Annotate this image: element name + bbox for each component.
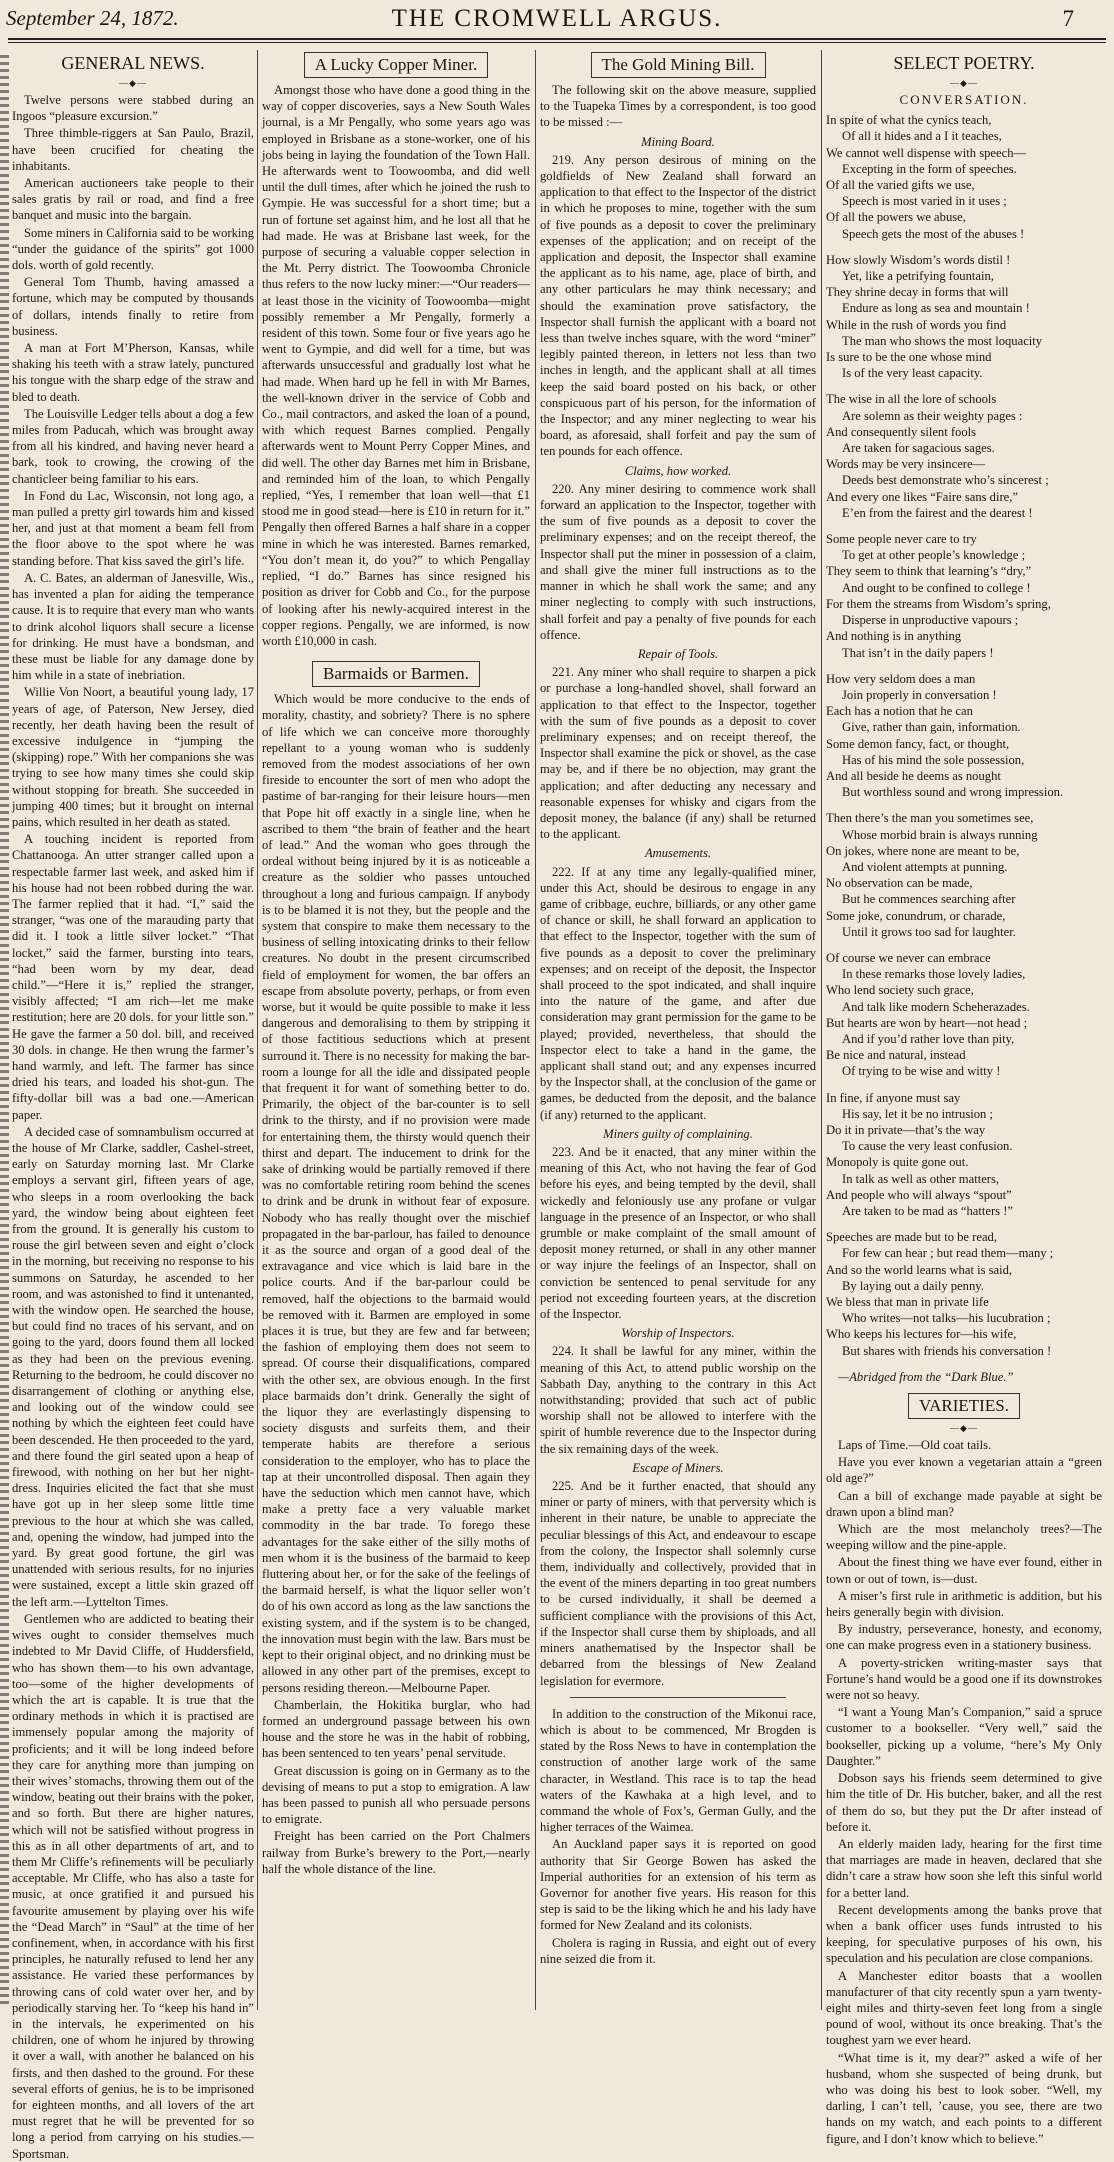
poem-line: And people who will always “spout” <box>826 1187 1012 1202</box>
poem-line: Each has a notion that he can <box>826 704 973 719</box>
variety-item: “I want a Young Man’s Companion,” said a spruce customer to a bookseller. “Very well,” said the bookseller, picking up a volume, “here’s My Only Daughter.” <box>826 1705 1102 1768</box>
poem-stanza <box>826 252 1102 382</box>
poem-line: Monopoly is quite gone out. <box>826 1155 969 1170</box>
ornament-divider: —◆— <box>950 1423 978 1434</box>
poem-line: How slowly Wisdom’s words distil ! <box>826 252 1011 267</box>
poem-stanza <box>826 810 1102 940</box>
column-copper-barmaids <box>262 50 530 2010</box>
news-paragraph: A touching incident is reported from Chattanooga. An utter stranger called upon a respectable farmer last week, and asked him if his house had not been robbed during the war. The farmer replied that it had. “I,” said the stranger, “was one of the marauding party that did it. I took a little silver locket.” “That locket,” said the farmer, bursting into tears, “had been worn by my dear, dead child.”—“Here it is,” replied the stranger, visibly affected; “I am rich—let me make restitution; here are 20 dols. for your little son.” He gave the farmer a 50 dol. bill, and received 30 dols. in change. He then wrung the farmer’s hand warmly, and left. The farmer has since dried his tears, and loaded his shot-gun. The fifty-dollar bill was a bad one.—American paper. <box>12 832 254 1122</box>
news-paragraph: Willie Von Noort, a beautiful young lady, 17 years of age, of Paterson, New Jersey, died recently, her death having been the result of excessive indulgence in “jumping the (skipping) rope.” With her companions she was trying to see how many times she could skip without stopping for breath. She succeeded in jumping 400 times; but it brought on internal pains, which resulted in her death as stated. <box>12 685 254 829</box>
poem-line: And so the world learns what is said, <box>826 1262 1013 1277</box>
poem-line: Some joke, conundrum, or charade, <box>826 908 1006 923</box>
page-number: 7 <box>1062 6 1074 31</box>
poem-line: Endure as long as sea and mountain ! <box>842 301 1030 316</box>
column-poetry-varieties <box>826 50 1102 2146</box>
clause-paragraph: 225. And be it further enacted, that should any miner or party of miners, with that perversity which is inherent in their nature, be unable to appreciate the peculiar blessings of this Act, and endeavour to escape from the colony, the Inspector shall solemnly curse them, individually and collectively, provided that in the event of the miners departing in too great numbers to be cursed individually, it shall be deemed a sufficient compliance with the provisions of this Act, if the Inspector shall curse them by shiploads, and all miners anathematised by the Inspector shall be debarred from the blessings of New Zealand legislation for evermore. <box>540 1479 816 1688</box>
section-subtitle: Repair of Tools. <box>637 646 719 661</box>
poem-line: Of all the varied gifts we use, <box>826 178 975 193</box>
poem-line: Disperse in unproductive vapours ; <box>842 613 1019 628</box>
poem-line: How very seldom does a man <box>826 671 976 686</box>
poem-line: Yet, like a petrifying fountain, <box>842 269 994 284</box>
poem-line: For few can hear ; but read them—many ; <box>842 1246 1054 1261</box>
poem-line: Are solemn as their weighty pages : <box>842 408 1023 423</box>
poem-line: And every one likes “Faire sans dire,” <box>826 489 1018 504</box>
poem-line: Is sure to be the one whose mind <box>826 350 992 365</box>
poem-line: Of all the powers we abuse, <box>826 210 966 225</box>
section-subtitle: Mining Board. <box>641 134 715 149</box>
poem-line: Excepting in the form of speeches. <box>842 161 1017 176</box>
poem-line: In these remarks those lovely ladies, <box>842 967 1026 982</box>
poem-line: And all beside he deems as nought <box>826 768 1001 783</box>
poem-line: But hearts are won by heart—not head ; <box>826 1015 1028 1030</box>
poem-line: Of all it hides and a I it teaches, <box>842 129 1002 144</box>
clause-paragraph: 219. Any person desirous of mining on the goldfields of New Zealand shall forward an application to that effect to the Inspector of the district in which he proposes to mine, together with the sum of five pounds as a deposit to cover the preliminary expenses of the application; and on receipt of the application and deposit, the Inspector shall examine the applicant as to his name, age, place of birth, and any other particulars he may think necessary; and should the examination prove satisfactory, the Inspector shall furnish the applicant with a board not less than twelve inches square, with the word “miner” legibly painted thereon, in letters not less than two inches in length, and the applicant shall at all times keep the said board posted on his back, or other conspicuous part of his person, for the information of the Inspector; and any miner neglecting to wear his board, as aforesaid, shall forfeit and pay the sum of ten pounds for each offence. <box>540 152 816 459</box>
poem-line: Some demon fancy, fact, or thought, <box>826 736 1010 751</box>
clause-paragraph: 222. If at any time any legally-qualified miner, under this Act, should be desirous to engage in any game of cribbage, euchre, billiards, or any other game of chance or skill, he shall forward an application to that effect to the Inspector, together with the sum of five pounds as a deposit to cover the preliminary expenses; and on receipt of the deposit, the Inspector shall proceed to the spot indicated, and shall inquire into the nature of the game, and after due consideration may grant permission for the game to be played; provided, nevertheless, that should the Inspector elect to take a hand in the game, the applicant shall stand out; and any expenses incurred by the Inspector shall, at the conclusion of the game or games, be deducted from the deposit, and the balance (if any) returned to the applicant. <box>540 864 816 1122</box>
section-heading: GENERAL NEWS. <box>61 53 205 73</box>
poem-line: The man who shows the most loquacity <box>842 333 1043 348</box>
poem-line: In spite of what the cynics teach, <box>826 113 992 128</box>
clause-paragraph: 221. Any miner who shall require to sharpen a pick or purchase a long-handled shovel, shall forward an application to that effect to the Inspector, together with the sum of five pounds as a deposit to cover preliminary expenses; and on receipt thereof, the Inspector shall examine the pick or shovel, as the case may be, and if there be no objection, may grant the application; and after deducting any necessary and reasonable expenses for whisky and cigars from the deposit money, the balance (if any) shall be returned to the applicant. <box>540 665 816 842</box>
article-heading: A Lucky Copper Miner. <box>304 52 488 78</box>
news-paragraph: General Tom Thumb, having amassed a fortune, which may be computed by thousands of dollars, intends finally to retire from business. <box>12 275 254 338</box>
poem-line: For them the streams from Wisdom’s spring, <box>826 596 1051 611</box>
poem-line: Speech gets the most of the abuses ! <box>842 226 1025 241</box>
poem-line: Speeches are made but to be read, <box>826 1230 997 1245</box>
article-paragraph: Great discussion is going on in Germany as to the devising of means to put a stop to emigration. A law has been passed to punish all who persuade persons to emigrate. <box>262 1763 530 1827</box>
variety-item: Dobson says his friends seem determined to give him the title of Dr. His butcher, baker, and all the rest of them do so, but they put the Dr after instead of before it. <box>826 1771 1102 1834</box>
news-items <box>12 92 254 2162</box>
column-divider <box>257 50 258 2010</box>
poem-line: On jokes, where none are meant to be, <box>826 843 1020 858</box>
left-margin-binding <box>0 55 9 2005</box>
column-divider <box>535 50 536 2010</box>
variety-item: Which are the most melancholy trees?—The weeping willow and the pine-apple. <box>826 1522 1102 1553</box>
poem-line: And consequently silent fools <box>826 424 977 439</box>
poem-line: No observation can be made, <box>826 876 973 891</box>
poem-line: And if you’d rather love than pity, <box>842 1031 1015 1046</box>
poem-stanza <box>826 1229 1102 1359</box>
poem-line: Who keeps his lectures for—his wife, <box>826 1327 1017 1342</box>
poem-line: To get at other people’s knowledge ; <box>842 548 1026 563</box>
poem-line: Is of the very least capacity. <box>842 366 983 381</box>
news-paragraph: In Fond du Lac, Wisconsin, not long ago, a man pulled a pretty girl towards him and kissed her, and just at that moment a beam fell from the floor above to the spot where he was standing before. That kiss saved the girl’s life. <box>12 488 254 568</box>
poem-line: By laying out a daily penny. <box>842 1278 984 1293</box>
poem-line: Then there’s the man you sometimes see, <box>826 811 1034 826</box>
poem-stanza <box>826 1090 1102 1220</box>
masthead <box>0 0 1114 36</box>
variety-item: Recent developments among the banks prove that when a bank officer uses funds intrusted to his keeping, for speculative purposes of his own, his speculation and his peculation are close companions. <box>826 1902 1102 1966</box>
poem-line: Speech is most varied in it uses ; <box>842 194 1007 209</box>
poem-line: And talk like modern Scheherazades. <box>842 999 1030 1014</box>
poem-line: While in the rush of words you find <box>826 317 1007 332</box>
news-paragraph: Some miners in California said to be working “under the guidance of the spirits” got 1000 dols. worth of gold recently. <box>12 225 254 273</box>
column-divider <box>821 50 822 2010</box>
separator-rule <box>570 1697 786 1698</box>
poem-line: In fine, if anyone must say <box>826 1090 961 1105</box>
news-paragraph: Three thimble-riggers at San Paulo, Brazil, have been crucified for cheating the inhabitants. <box>12 126 254 173</box>
poem-line: Who writes—not talks—his lucubration ; <box>842 1311 1051 1326</box>
variety-item: Can a bill of exchange made payable at sight be drawn upon a blind man? <box>826 1488 1102 1519</box>
poem-credit: —Abridged from the “Dark Blue.” <box>838 1369 1014 1384</box>
news-paragraph: In addition to the construction of the Mikonui race, which is about to be commenced, Mr Brogden is stated by the Ross News to have in contemplation the construction of another large work of the same character, in Westland. This race is to tap the head waters of the Kawhaka at a high level, and to command the whole of Fox’s, German Gully, and the higher terraces of the Waimea. <box>540 1706 816 1835</box>
news-paragraph: A decided case of somnambulism occurred at the house of Mr Clarke, saddler, Cashel-street, early on Saturday morning last. Mr Clarke employs a servant girl, fifteen years of age, who sleeps in a room overlooking the back yard, the window being about eighteen feet from the ground. It is generally his custom to rouse the girl between seven and eight o’clock in the morning, but receiving no response to his summons on Saturday, he ascended to her room, and was astonished to find it untenanted, with the window open. He searched the house, but could find no traces of his servant, and on going to the yard, doors found them all locked as they had been on the previous evening. Returning to the bedroom, he could discover no disarrangement of clothing or anything else, and looking out of the window could see nothing by which the eighteen feet could have been descended. He then proceeded to the yard, and there found the girl seated upon a heap of firewood, with nothing on her but her night-dress. Inquiries elicited the fact that she must have got up in her sleep some little time previous to the hour at which she was called, and, opening the window, had jumped into the yard. By great good fortune, the girl was unattended with serious results, for no injuries were sustained, except a little skin grazed off the left arm.—Lyttelton Times. <box>12 1124 254 1609</box>
poem-line: But shares with friends his conversation ! <box>842 1343 1052 1358</box>
poem-line: Who lend society such grace, <box>826 983 974 998</box>
poem-line: Do it in private—that’s the way <box>826 1122 986 1137</box>
section-subtitle: Worship of Inspectors. <box>621 1326 735 1341</box>
article-heading: The Gold Mining Bill. <box>591 52 766 78</box>
variety-item: By industry, perseverance, honesty, and economy, one can make progress even in a stationery business. <box>826 1622 1102 1653</box>
poem-line: Whose morbid brain is always running <box>842 827 1038 842</box>
ornament-divider: —◆— <box>119 78 147 88</box>
poem-line: They seem to think that learning’s “dry,” <box>826 564 1032 579</box>
article-body <box>262 691 530 1877</box>
variety-item: Have you ever known a vegetarian attain a “green old age?” <box>826 1455 1102 1486</box>
news-paragraph: A. C. Bates, an alderman of Janesville, Wis., has invented a plan for aiding the temperance cause. It is to require that every man who wants to drink alcohol liquors shall secure a license for drinking. He must have a bondsman, and these must be liable for any damage done by him while in a state of inebriation. <box>12 570 254 683</box>
variety-item: A poverty-stricken writing-master says that Fortune’s hand would be a good one if its downstrokes were not so heavy. <box>826 1655 1102 1703</box>
poem-line: And violent attempts at punning. <box>842 859 1008 874</box>
poem-line: Are taken for sagacious sages. <box>842 441 995 456</box>
section-subtitle: Claims, how worked. <box>624 463 732 478</box>
column-general-news <box>12 50 254 2161</box>
section-subtitle: Miners guilty of complaining. <box>603 1126 753 1141</box>
news-paragraph: Twelve persons were stabbed during an Ingoos “pleasure excursion.” <box>12 93 254 124</box>
article-intro: The following skit on the above measure, supplied to the Tuapeka Times by a correspondent, is too good to be missed :— <box>540 83 816 130</box>
masthead-rule <box>8 38 1106 40</box>
poem-line: Words may be very insincere— <box>826 457 986 472</box>
masthead-rule-thin <box>8 42 1106 43</box>
poem-line: The wise in all the lore of schools <box>826 392 997 407</box>
poem-line: And ought to be confined to college ! <box>842 580 1031 595</box>
poem-line: But worthless sound and wrong impression. <box>842 785 1064 800</box>
news-paragraph: An Auckland paper says it is reported on good authority that Sir George Bowen has asked the Imperial authorities for an extension of his term as Governor for another five years. His reason for this step is said to be the liking which he and his lady have formed for New Zealand and its colonists. <box>540 1837 816 1933</box>
poem-body <box>826 112 1102 1359</box>
article-paragraph: Freight has been carried on the Port Chalmers railway from Burke’s brewery to the Port,—nearly half the whole distance of the line. <box>262 1829 530 1876</box>
poem-line: Of trying to be wise and witty ! <box>842 1064 1001 1079</box>
variety-item: A Manchester editor boasts that a woollen manufacturer of that city recently spun a yarn twenty-eight miles and thirty-seven feet long from a single pound of wool, without its once breaking. That’s the toughest yarn we ever heard. <box>826 1968 1102 2048</box>
column-gold-mining-bill <box>540 50 816 2010</box>
poem-line: Be nice and natural, instead <box>826 1048 966 1063</box>
clause-paragraph: 220. Any miner desiring to commence work shall forward an application to the Inspector, together with the sum of five pounds as a deposit to cover the preliminary expenses; and on the receipt thereof, the Inspector shall put the miner in possession of a claim, and shall give the miner full instructions as to the manner in which he shall work the same; and any miner neglecting to comply with such instructions, shall forfeit and pay a penalty of five pounds for each offence. <box>540 481 816 642</box>
poem-line: They shrine decay in forms that will <box>826 285 1009 300</box>
section-subtitle: Escape of Miners. <box>632 1460 724 1475</box>
poem-line: That isn’t in the daily papers ! <box>842 645 994 660</box>
poem-stanza <box>826 950 1102 1080</box>
ornament-divider: —◆— <box>950 78 978 88</box>
news-paragraph: American auctioneers take people to their sales gratis by rail or road, and find a free banquet and music into the bargain. <box>12 176 254 223</box>
clause-paragraph: 224. It shall be lawful for any miner, within the meaning of this Act, to attend public worship on the Sabbath Day, anything to the contrary in this Act notwithstanding; provided that such act of public worship shall not be allowed to interfere with the spirit of humble reverence due to the Inspector during the six remaining days of the week. <box>540 1344 816 1456</box>
poem-line: And nothing is in anything <box>826 629 962 644</box>
poem-line: Until it grows too sad for laughter. <box>842 924 1016 939</box>
poem-line: In talk as well as other matters, <box>842 1171 1000 1186</box>
variety-item: Laps of Time.—Old coat tails. <box>838 1438 992 1453</box>
poem-line: Give, rather than gain, information. <box>842 720 1021 735</box>
issue-date: September 24, 1872. <box>6 6 179 30</box>
poem-line: Some people never care to try <box>826 532 977 547</box>
article-heading: Barmaids or Barmen. <box>312 661 480 687</box>
section-subtitle: Amusements. <box>644 846 712 861</box>
poem-line: Has of his mind the sole possession, <box>842 752 1025 767</box>
article-paragraph: Chamberlain, the Hokitika burglar, who had formed an underground passage between his own house and the store he was in the habit of robbing, has been sentenced to ten years’ penal servitude. <box>262 1697 530 1761</box>
poem-stanza <box>826 531 1102 661</box>
news-paragraph: A man at Fort M’Pherson, Kansas, while shaking his teeth with a straw lately, punctured his tongue with the sharp edge of the straw and bled to death. <box>12 341 254 404</box>
news-paragraph: The Louisville Ledger tells about a dog a few miles from Paducah, which was brought away from all his kindred, and having never heard a bark, took to crowing, the crowing of the chanticleer being familiar to his ears. <box>12 406 254 486</box>
news-paragraph: Cholera is raging in Russia, and eight out of every nine seized die from it. <box>540 1935 816 1966</box>
variety-item: An elderly maiden lady, hearing for the first time that marriages are made in heaven, declared that she didn’t care a straw how soon she left this sinful world for a better land. <box>826 1836 1102 1900</box>
poem-line: Deeds best demonstrate who’s sincerest ; <box>842 473 1049 488</box>
variety-item: A miser’s first rule in arithmetic is addition, but his heirs generally begin with division. <box>826 1588 1102 1620</box>
section-heading: VARIETIES. <box>908 1393 1020 1419</box>
article-paragraph: Which would be more conducive to the ends of morality, chastity, and sobriety? There is no sphere of life which we can conceive more thoroughly repellant to a young woman who is suddenly removed from the modest associations of her own fireside to encounter the sort of men who adopt the pastime of bar-ranging for their leisure hours—men that Pope hit off exactly in a single line, when he ascribed to them “the brain of feather and the heart of lead.” And the woman who goes through the ordeal without being injured by it is as noticeable a creature as the soldier who passes untouched throughout a long and furious campaign. If anybody is to be blamed it is not they, but the people and the system that conspire to make them necessary to the business of selling intoxicating drinks to their fellow creatures. No doubt in the present circumscribed field of employment for women, the bar offers an escape from absolute poverty, perhaps, or from even worse, but it would be quite possible to make it less dangerous and demoralising to them by stripping it of those factitious seductions which at present surround it. There is no necessity for making the bar-room a lounge for all the idle and dissipated people that frequent it for want of something better to do. Primarily, the object of the bar-counter is to sell drink to the thirsty, and if no provision were made for entertaining them, the thirsty would quench their thirst and depart. The inducement to drink for the sake of drinking would be partially removed if there was no comfortable retiring room behind the scenes to drink and be drunk in without fear of exposure. Nobody who has really thought over the mischief propagated in the bar-parlour, has failed to denounce it as the source and organ of a good deal of the extravagance and vice which is laid bare in the police courts. And if the bar-parlour could be removed, half the objections to the barmaid would be removed with it. Barmen are employed in some places it is true, but they are few and far between; the fashion of employing them does not seem to spread. Of course their disqualifications, compared with the other sex, are obvious enough. In the first place barmaids don’t drink. Generally the sight of the liquor they are everlastingly dispensing to society disgusts and surfeits them, and their temperate habits are therefore a serious consideration to the employer, who has to place the tap at their uncontrolled disposal. Then again they have the seduction which men cannot have, which make a pretty face a very valuable market commodity in the bar trade. To forego these advantages for the sake either of the silly moths of men whom it is the business of the barmaid to keep fluttering about her, or for the sake of the feelings of the barmaid herself, is what the liquor seller won’t do of his own accord as long as the law sanctions the existing system, and if the system is to be changed, the innovation must begin with the law. Bars must be kept to their original object, and no drinking must be allowed in any other part of the premises, except to persons residing thereon.—Melbourne Paper. <box>262 692 530 1695</box>
variety-item: About the finest thing we have ever found, either in town or out of town, is—dust. <box>826 1555 1102 1586</box>
poem-title: CONVERSATION. <box>899 92 1029 107</box>
poem-line: E’en from the fairest and the dearest ! <box>842 505 1033 520</box>
article-paragraph: Amongst those who have done a good thing in the way of copper discoveries, says a New South Wales journal, is a Mr Pengally, who some years ago was employed in Brisbane as a stone-worker, one of his jobs being in laying the foundation of the Town Hall. He afterwards went to Toowoomba, and did well until the dull times, after which he joined the rush to Gympie. He was successful for a short time; but a run of fortune set against him, and he lost all that he had made. He was at Brisbane last week, for the purpose of securing a valuable copper selection in the Mt. Perry district. The Toowoomba Chronicle thus refers to the now lucky miner:—“Our readers—at least those in the vicinity of Toowoomba—might possibly remember a Mr Pengally, formerly a resident of this town. Some four or five years ago he went to Gympie, and did well for a time, but was afterwards unsuccessful and gradually lost what he had made. When hard up he fell in with Mr Barnes, the well-known driver in the service of Cobb and Co., mail contractors, and asked the loan of a pound, with which request Barnes complied. Pengally afterwards went to Mount Perry Copper Mines, and did well. The other day Barnes met him in Brisbane, and reminded him of the loan, to which Pengally replied, “Yes, I remember that loan well—that £1 stood me in good stead—here is £10 in return for it.” Pengally then offered Barnes a half share in a copper mine in which he was interested. Barnes remarked, “You don’t mean it, do you?” to which Pengallay replied, “I do.” Barnes has since resigned his position as driver for Cobb and Co., for the purpose of looking after his newly-acquired interest in the copper regions. Pengally, we are informed, is now worth £10,000 in cash. <box>262 83 530 648</box>
clause-paragraph: 223. And be it enacted, that any miner within the meaning of this Act, who not having the fear of God before his eyes, and being tempted by the devil, shall wickedly and feloniously use any profane or vulgar language in the presence of an Inspector, or who shall grumble or make complaint of the small amount of deposit money returned, or shall in any other manner or way injure the feelings of an Inspector, shall on conviction be sentenced to penal servitude for any period not exceeding fourteen years, at the discretion of the Inspector. <box>540 1145 816 1322</box>
poem-line: We cannot well dispense with speech— <box>826 145 1027 160</box>
section-heading: SELECT POETRY. <box>893 53 1035 73</box>
poem-line: We bless that man in private life <box>826 1295 989 1310</box>
poem-stanza <box>826 671 1102 801</box>
poem-line: Of course we never can embrace <box>826 950 991 965</box>
poem-stanza <box>826 391 1102 521</box>
news-paragraph: Gentlemen who are addicted to beating their wives ought to consider themselves much indebted to Mr David Cliffe, of Huddersfield, who has shown them—to his own advantage, too—some of the higher developments of which the art is capable. It is true that the ordinary methods in which it is practised are immensely popular among the majority of proficients; and it will be long indeed before they care for anything more than jumping on their wives’ stomachs, throwing them out of the window, beating out their brains with the poker, and so forth. But there are higher natures, which will not be satisfied without progress in this as in all other departments of art, and to them Mr Cliffe’s refinements will be peculiarly acceptable. Mr Cliffe, who has also a taste for music, at once gratified it and pursued his favourite amusement by playing over his wife the “Dead March” in “Saul” at the time of her confinement, when, in accordance with his first principles, he naturally refused to lend her any assistance. He varied these performances by throwing cans of cold water over her, and by periodically starving her. To “keep his hand in” in the intervals, he experimented on his children, one of whom he injured by throwing it over a wall, with another he balanced on his firsts, and then dashed to the ground. For these several efforts of genius, he is to be imprisoned for eighteen months, and all lovers of the art must regret that he will be prevented for so long a period from carrying on his studies.—Sportsman. <box>12 1611 254 2161</box>
poem-line: Join properly in conversation ! <box>842 687 997 702</box>
poem-stanza <box>826 112 1102 242</box>
poem-line: To cause the very least confusion. <box>842 1139 1013 1154</box>
article-body <box>262 82 530 649</box>
poem-line: But he commences searching after <box>842 892 1016 907</box>
newspaper-title: THE CROMWELL ARGUS. <box>391 5 723 32</box>
poem-line: His say, let it be no intrusion ; <box>842 1106 993 1121</box>
poem-line: Are taken to be mad as “hatters !” <box>842 1204 1013 1218</box>
variety-item: “What time is it, my dear?” asked a wife of her husband, whom she suspected of being drunk, but who was doing his best to look sober. “Well, my darling, I can’t tell, ’cause, you see, there are two hands on my watch, and each points to a different figure, and I don’t know which to believe.” <box>826 2050 1102 2146</box>
